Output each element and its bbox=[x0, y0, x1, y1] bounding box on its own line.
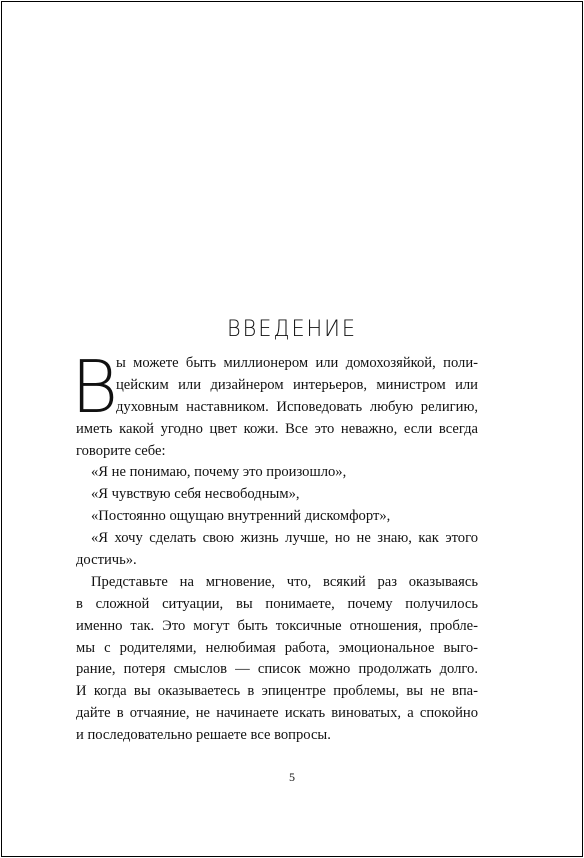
text-line: в сложной ситуации, вы понимаете, почему получилось bbox=[76, 595, 478, 612]
quote-line: «Я хочу сделать свою жизнь лучше, но не знаю, как этого bbox=[91, 530, 478, 547]
book-page bbox=[1, 1, 583, 857]
text-line: дайте в отчаяние, не начинаете искать виноватых, а спокойно bbox=[76, 705, 478, 722]
text-line: рание, потеря смыслов — список можно продолжать долго. bbox=[76, 661, 478, 678]
text-line: И когда вы оказываетесь в эпицентре проблемы, вы не впа- bbox=[76, 683, 478, 700]
quote-line: «Я чувствую себя несвободным», bbox=[91, 486, 300, 503]
text-line: и последовательно решаете все вопросы. bbox=[76, 727, 331, 744]
quote-line: достичь». bbox=[76, 552, 137, 569]
drop-cap: В bbox=[71, 345, 119, 429]
text-line: ы можете быть миллионером или домохозяйкой, поли- bbox=[116, 355, 478, 371]
quote-line: «Постоянно ощущаю внутренний дискомфорт», bbox=[91, 508, 391, 525]
text-line: говорите себе: bbox=[76, 442, 166, 459]
text-line: духовным наставником. Исповедовать любую религию, bbox=[116, 398, 478, 415]
text-line: Представьте на мгновение, что, всякий раз оказываясь bbox=[91, 573, 478, 590]
text-line: мы с родителями, нелюбимая работа, эмоциональное выго- bbox=[76, 639, 478, 656]
body-text bbox=[71, 345, 478, 747]
quote-line: «Я не понимаю, почему это произошло», bbox=[91, 464, 347, 481]
text-line: цейским или дизайнером интерьеров, министром или bbox=[116, 376, 478, 393]
text-line: именно так. Это могут быть токсичные отношения, пробле- bbox=[76, 617, 478, 634]
chapter-title: ВВЕДЕНИЕ bbox=[227, 317, 357, 342]
page-number: 5 bbox=[289, 770, 295, 784]
text-line: иметь какой угодно цвет кожи. Все это неважно, если всегда bbox=[76, 420, 478, 437]
